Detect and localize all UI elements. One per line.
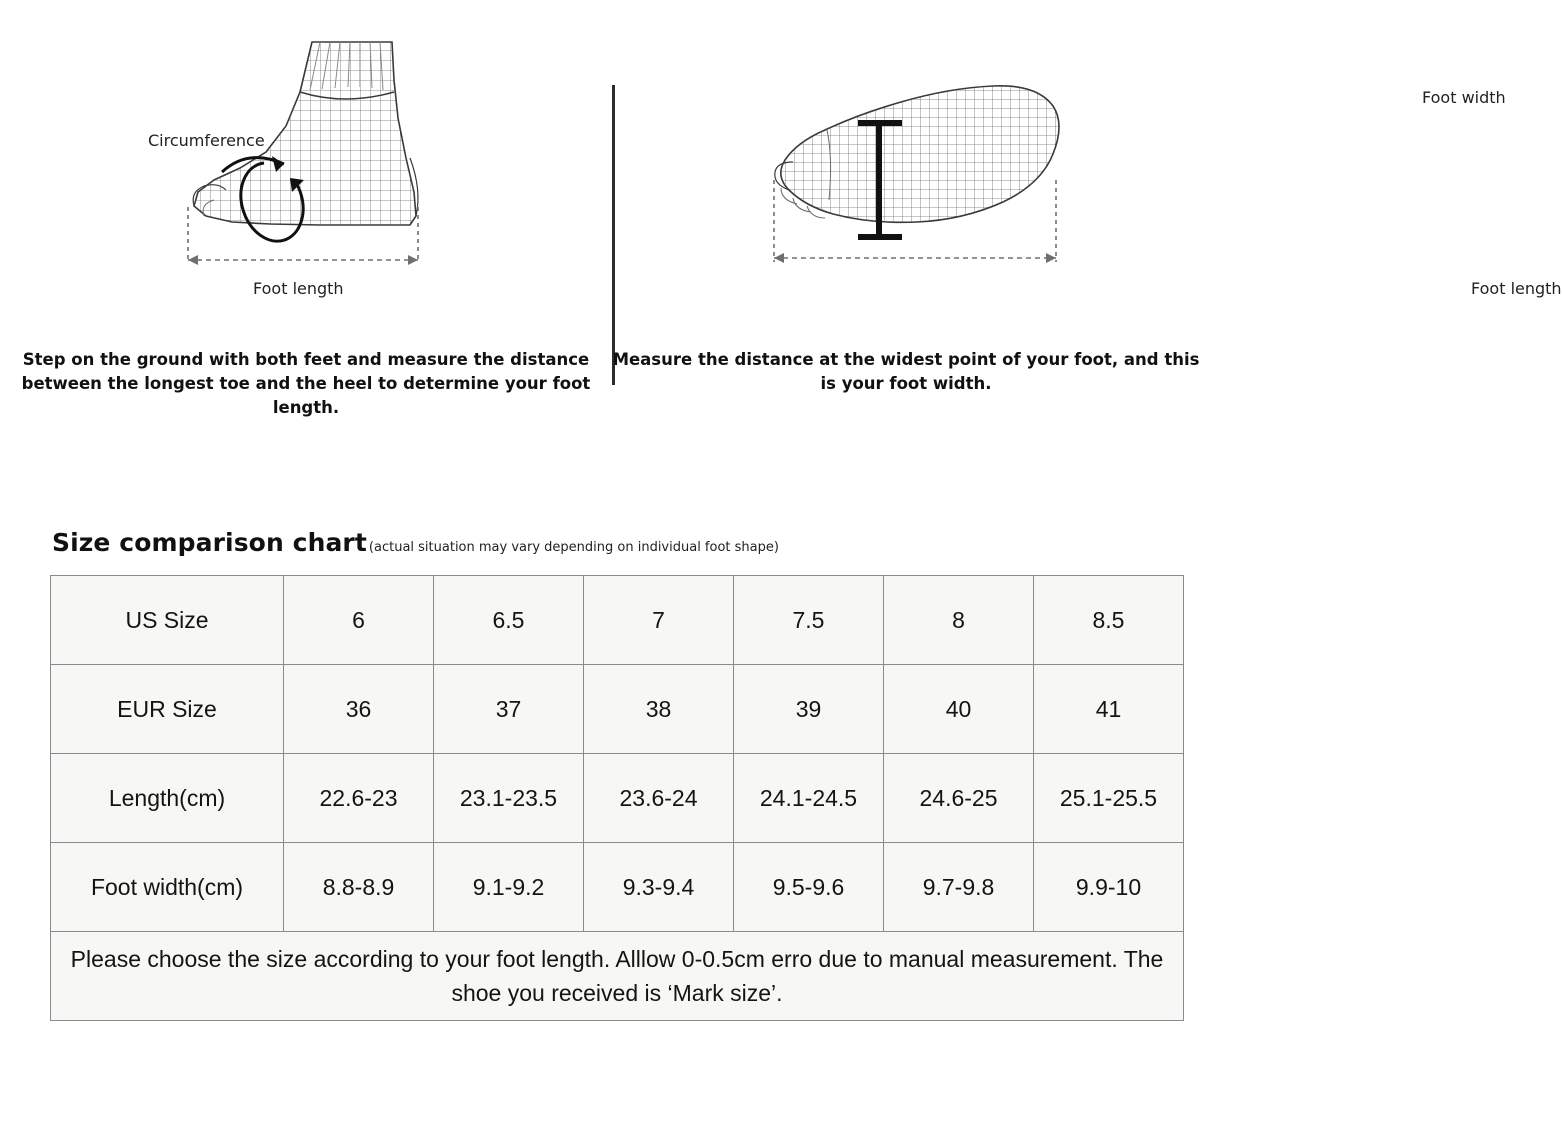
foot-length-diagram-panel [0,0,612,440]
foot-length-caption: Step on the ground with both feet and measure the distance between the longest toe and the heel to determine your foot length. [21,350,591,417]
row-header: EUR Size [51,665,284,754]
cell: 7 [584,576,734,665]
table-footer-row [51,932,1184,1021]
cell: 8.5 [1034,576,1184,665]
foot-width-label: Foot width [1422,88,1506,107]
cell: 37 [434,665,584,754]
table-row [51,665,1184,754]
foot-length-label-left: Foot length [253,279,344,298]
cell: 25.1-25.5 [1034,754,1184,843]
cell: 8.8-8.9 [284,843,434,932]
foot-width-diagram-panel [612,0,1562,440]
row-header: Foot width(cm) [51,843,284,932]
cell: 7.5 [734,576,884,665]
size-chart-title: Size comparison chart [52,528,367,557]
cell: 9.9-10 [1034,843,1184,932]
table-row [51,843,1184,932]
row-header: Length(cm) [51,754,284,843]
cell: 24.6-25 [884,754,1034,843]
cell: 39 [734,665,884,754]
cell: 38 [584,665,734,754]
row-header: US Size [51,576,284,665]
size-chart-note: (actual situation may vary depending on individual foot shape) [368,540,779,555]
size-comparison-table [50,575,1184,1021]
cell: 23.6-24 [584,754,734,843]
cell: 6.5 [434,576,584,665]
measurement-diagrams [0,0,1562,440]
cell: 9.7-9.8 [884,843,1034,932]
foot-length-measure-bracket-right [772,178,1062,268]
cell: 24.1-24.5 [734,754,884,843]
foot-width-caption: Measure the distance at the widest point of your foot, and this is your foot width. [612,350,1200,393]
table-row [51,576,1184,665]
cell: 9.1-9.2 [434,843,584,932]
cell: 9.5-9.6 [734,843,884,932]
cell: 36 [284,665,434,754]
cell: 40 [884,665,1034,754]
cell: 22.6-23 [284,754,434,843]
cell: 9.3-9.4 [584,843,734,932]
cell: 23.1-23.5 [434,754,584,843]
size-chart-footer-note: Please choose the size according to your foot length. Alllow 0-0.5cm erro due to manual measurement. The shoe you received is ‘Mark size’. [51,932,1184,1021]
size-chart-header [52,528,779,557]
cell: 6 [284,576,434,665]
circumference-label: Circumference [148,131,265,150]
table-row [51,754,1184,843]
cell: 8 [884,576,1034,665]
foot-length-label-right: Foot length [1471,279,1562,298]
foot-length-measure-bracket [186,205,426,267]
cell: 41 [1034,665,1184,754]
